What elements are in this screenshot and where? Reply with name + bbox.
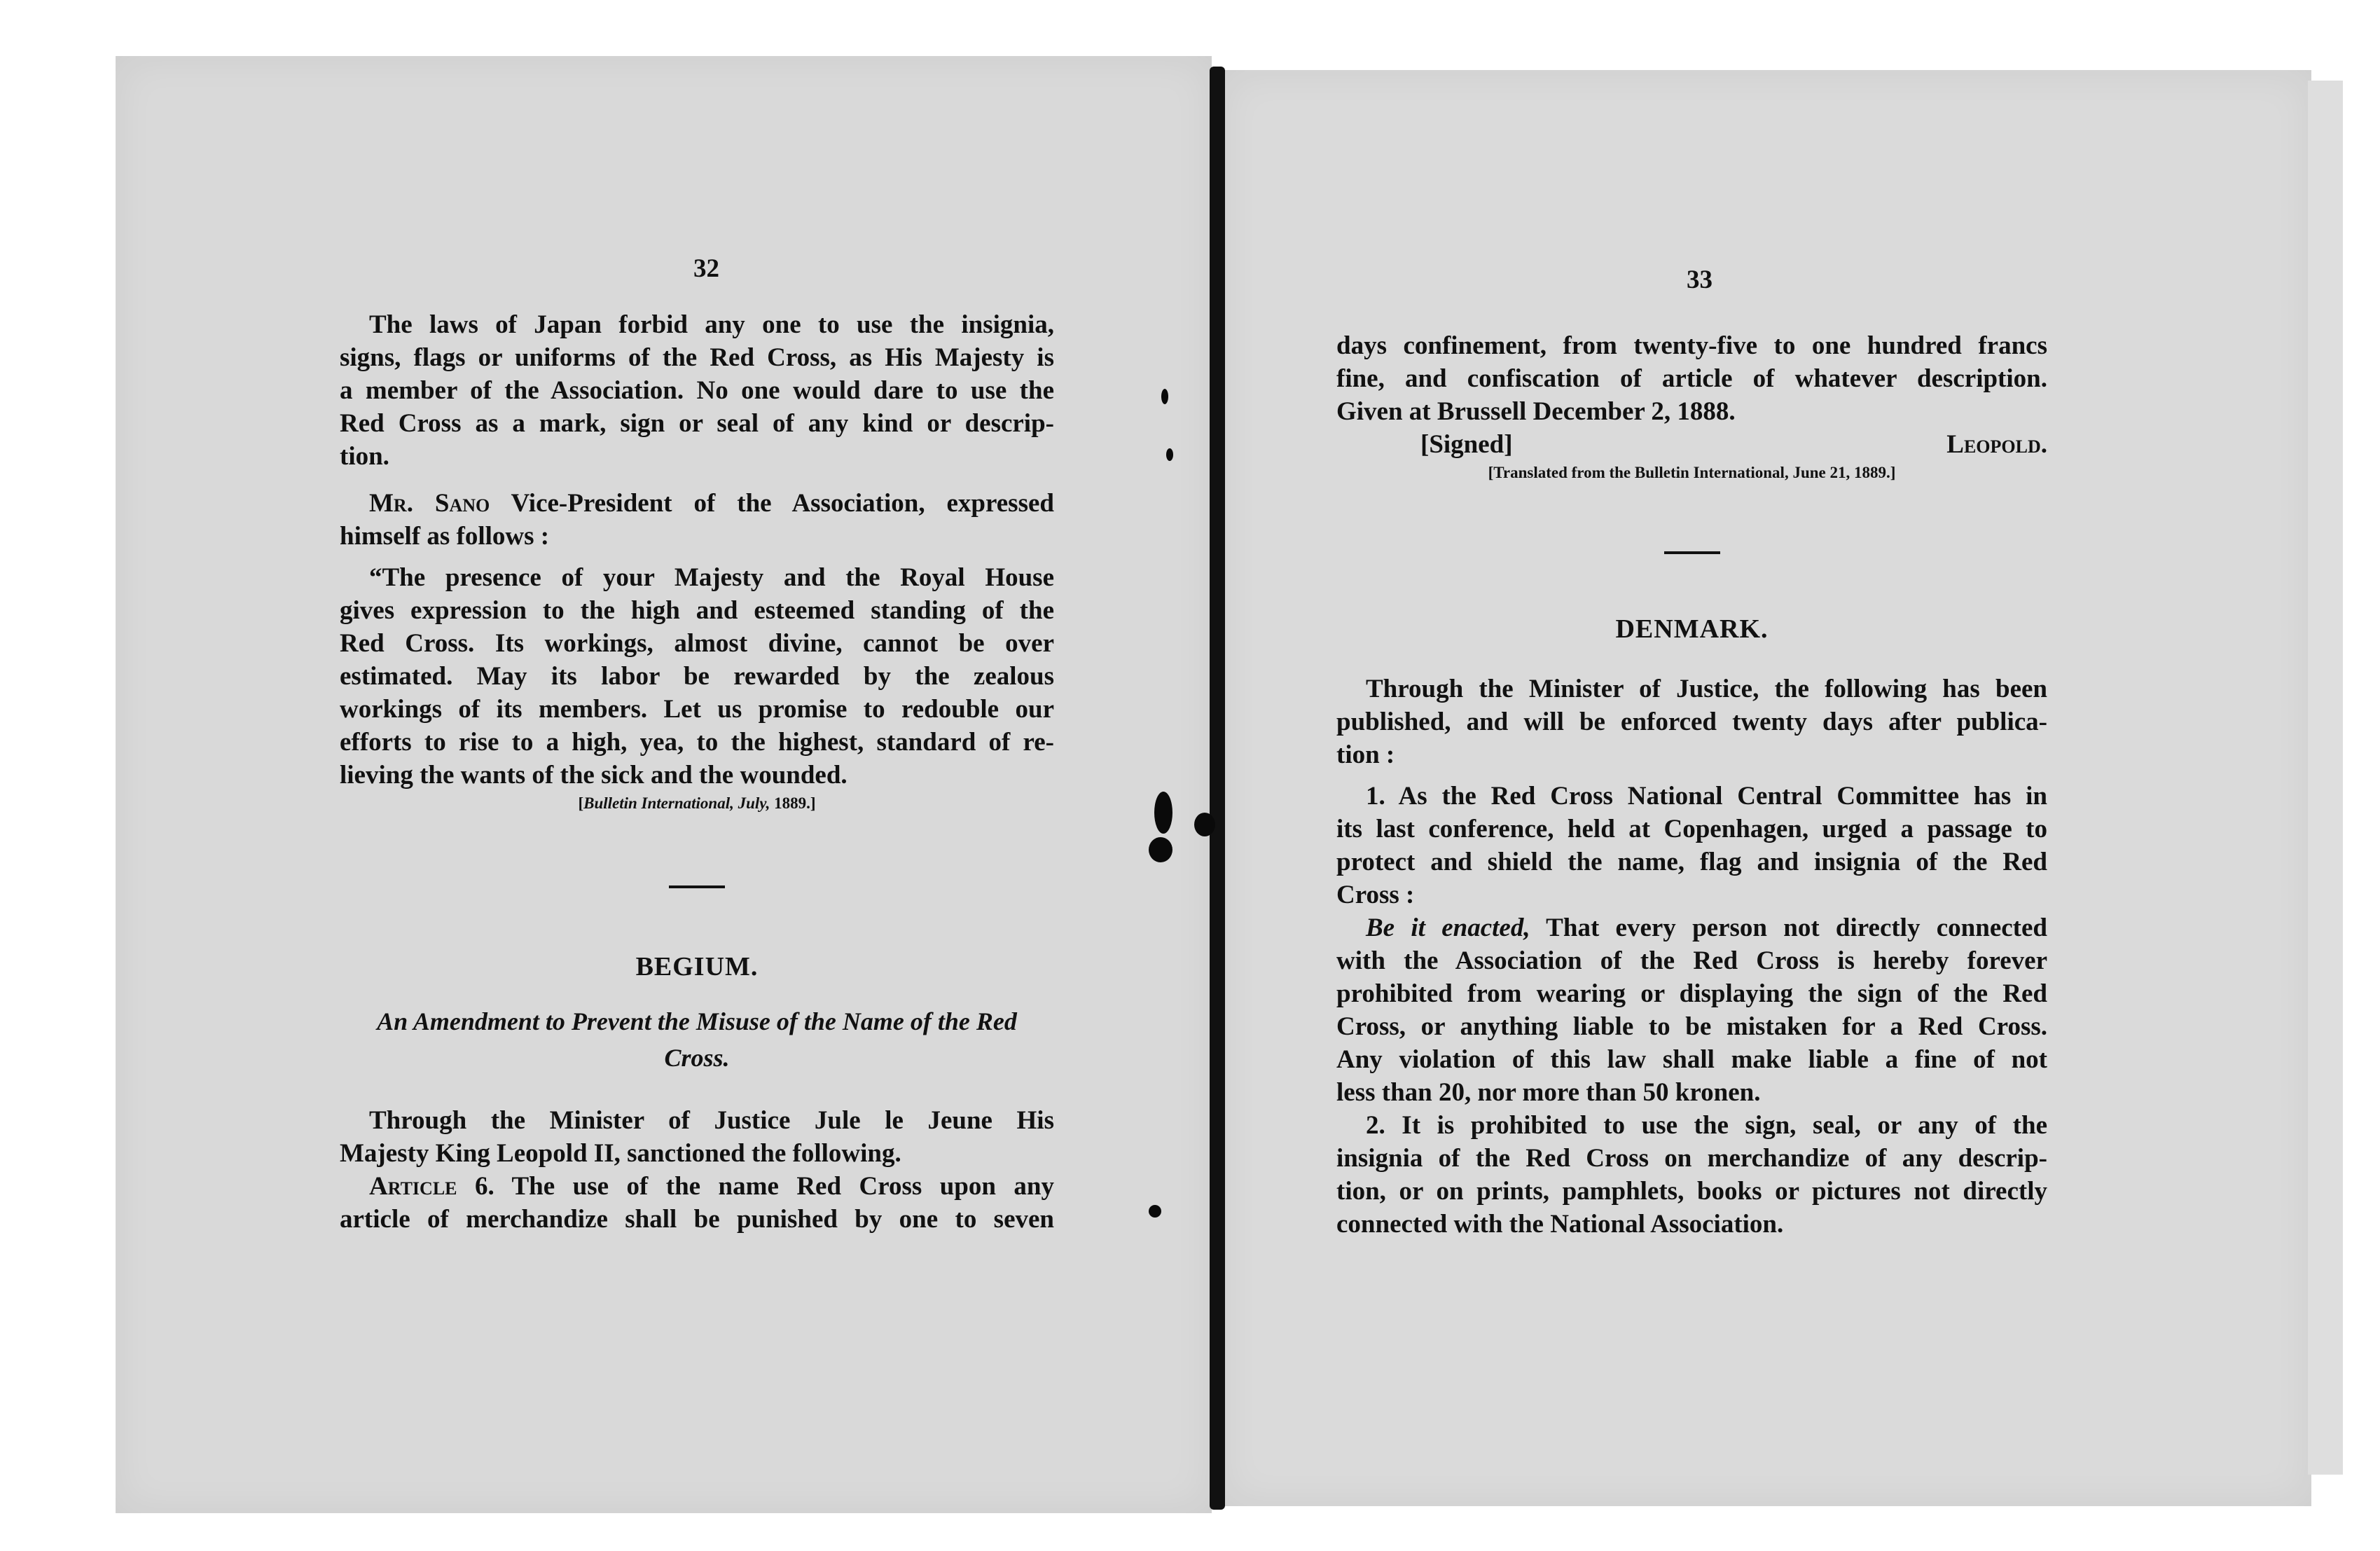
- text-line: a member of the Association. No one would dare to use the: [340, 376, 1054, 405]
- binding-mark: [1149, 837, 1172, 862]
- citation: [Bulletin International, July, 1889.]: [578, 794, 816, 812]
- article-label: Article: [369, 1172, 457, 1201]
- binding-mark: [1194, 813, 1215, 836]
- subheading: An Amendment to Prevent the Misuse of the Name of the Red: [377, 1007, 1017, 1035]
- binding-spine: [1210, 67, 1225, 1510]
- page-number-right: 33: [1687, 266, 1713, 294]
- binding-mark: [1154, 792, 1172, 834]
- text-line: lieving the wants of the sick and the wounded.: [340, 761, 847, 790]
- text-line: protect and shield the name, flag and insignia of the Red: [1336, 848, 2047, 876]
- text-line: “The presence of your Majesty and the Royal House: [369, 563, 1054, 592]
- text-line: Through the Minister of Justice Jule le Jeune His: [369, 1106, 1054, 1135]
- left-text-column: [340, 252, 1054, 1236]
- text-line: tion.: [340, 442, 389, 471]
- binding-mark: [1149, 1205, 1161, 1218]
- text-line: Given at Brussell December 2, 1888.: [1336, 397, 1736, 426]
- text-line: less than 20, nor more than 50 kronen.: [1336, 1078, 1761, 1107]
- text-line: tion, or on prints, pamphlets, books or pictures not directly: [1336, 1177, 2047, 1206]
- right-text-column: [1336, 263, 2047, 1241]
- text-line: 1. As the Red Cross National Central Committee has in: [1366, 782, 2047, 811]
- text-line: with the Association of the Red Cross is hereby forever: [1336, 946, 2047, 975]
- text-fragment: Vice-President of the Association, expressed: [490, 489, 1054, 518]
- signed-name: Leopold.: [1946, 430, 2047, 459]
- text-line: fine, and confiscation of article of whatever description.: [1336, 364, 2047, 393]
- section-heading: DENMARK.: [1615, 614, 1769, 644]
- text-line: Red Cross as a mark, sign or seal of any kind or descrip-: [340, 409, 1054, 438]
- text-line: 2. It is prohibited to use the sign, seal, or any of the: [1366, 1111, 2047, 1140]
- enact-phrase: Be it enacted,: [1366, 914, 1530, 942]
- text-line: efforts to rise to a high, yea, to the highest, standard of re-: [340, 728, 1054, 757]
- text-line: insignia of the Red Cross on merchandize of any descrip-: [1336, 1144, 2047, 1173]
- page-edge: [2308, 81, 2343, 1475]
- speaker-name: Mr. Sano: [369, 489, 490, 518]
- signed-label: [Signed]: [1420, 430, 1513, 459]
- text-line: [340, 1170, 1054, 1203]
- text-line: days confinement, from twenty-five to one hundred francs: [1336, 331, 2047, 360]
- text-line: its last conference, held at Copenhagen, urged a passage to: [1336, 815, 2047, 843]
- text-line: Any violation of this law shall make liable a fine of not: [1336, 1045, 2047, 1074]
- text-line: Through the Minister of Justice, the following has been: [1366, 675, 2047, 703]
- text-line: prohibited from wearing or displaying the sign of the Red: [1336, 979, 2047, 1008]
- text-line: [340, 487, 1054, 520]
- text-line: gives expression to the high and esteemed standing of the: [340, 596, 1054, 625]
- subheading: Cross.: [664, 1044, 730, 1072]
- text-line: Majesty King Leopold II, sanctioned the following.: [340, 1139, 901, 1168]
- binding-mark: [1166, 448, 1173, 461]
- section-heading: BEGIUM.: [635, 952, 759, 981]
- text-line: published, and will be enforced twenty days after publica-: [1336, 708, 2047, 736]
- signature-line: [1336, 428, 2047, 461]
- text-line: himself as follows :: [340, 522, 550, 551]
- text-fragment: That every person not directly connected: [1530, 914, 2047, 942]
- text-fragment: 6. The use of the name Red Cross upon any: [457, 1172, 1054, 1201]
- text-line: article of merchandize shall be punished by one to seven: [340, 1205, 1054, 1234]
- text-line: The laws of Japan forbid any one to use the insignia,: [369, 310, 1054, 339]
- text-line: estimated. May its labor be rewarded by the zealous: [340, 662, 1054, 691]
- page-number-left: 32: [693, 254, 719, 283]
- text-line: workings of its members. Let us promise to redouble our: [340, 695, 1054, 724]
- citation: [Translated from the Bulletin International, June 21, 1889.]: [1488, 464, 1896, 481]
- text-line: signs, flags or uniforms of the Red Cross, as His Majesty is: [340, 343, 1054, 372]
- text-line: tion :: [1336, 740, 1395, 769]
- text-line: connected with the National Association.: [1336, 1210, 1784, 1239]
- binding-mark: [1161, 389, 1168, 404]
- text-line: Cross, or anything liable to be mistaken for a Red Cross.: [1336, 1012, 2047, 1041]
- text-line: [1336, 911, 2047, 944]
- text-line: Red Cross. Its workings, almost divine, cannot be over: [340, 629, 1054, 658]
- text-line: Cross :: [1336, 881, 1415, 909]
